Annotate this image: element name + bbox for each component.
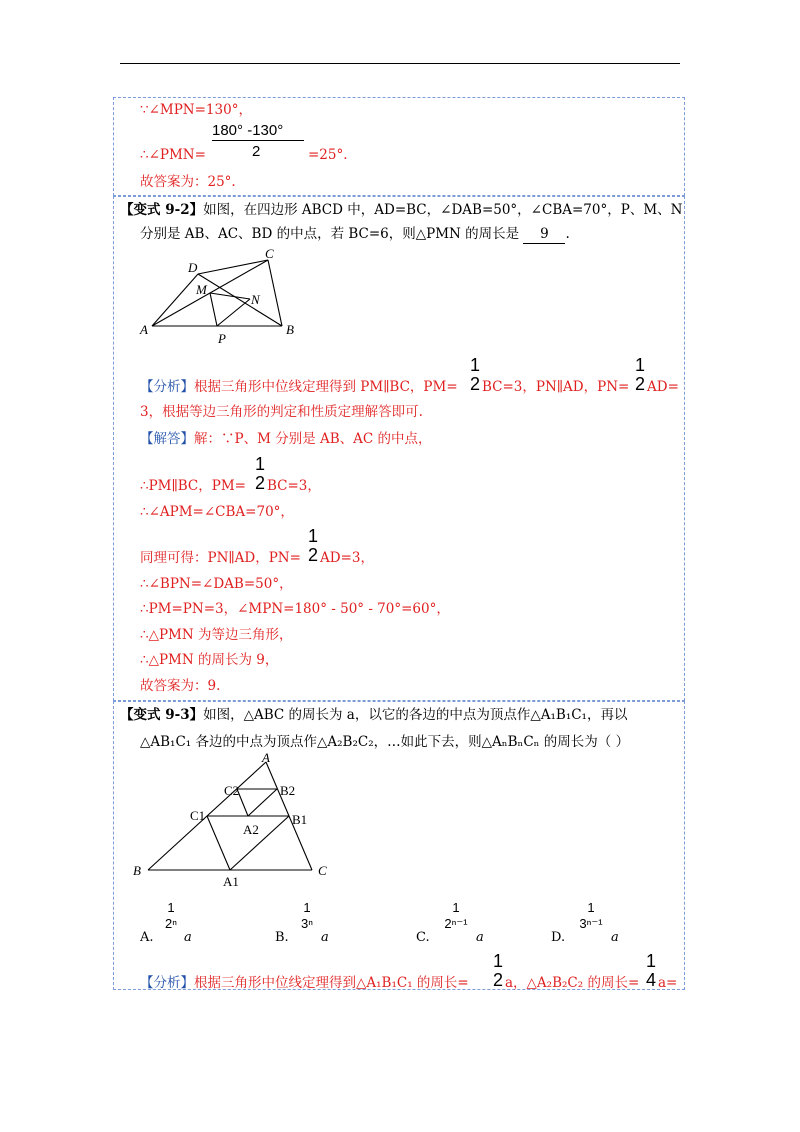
variable: a [611,930,619,945]
option-b-var [321,930,329,945]
text-line: ∵∠MPN=130°， [140,102,252,118]
triangle-figure [130,752,340,888]
analysis-tag: 【分析】 [140,379,194,395]
fraction-denominator: 2 [252,143,261,160]
analysis-text: 根据三角形中位线定理得到△A₁B₁C₁ 的周长= [194,975,469,991]
fraction-numerator: 1 [645,951,656,971]
label-b2: B2 [280,783,296,798]
label-n: N [251,292,260,307]
option-a-fraction [160,900,182,932]
analysis-line [140,378,458,396]
answer-line: 故答案为：25°. [140,174,236,190]
text-line: ∴∠PMN= [140,147,206,163]
option-denominator: 3ⁿ⁻¹ [579,916,603,931]
fraction-denominator: 2 [634,374,645,394]
problem-tag: 【变式 9-3】 [120,707,204,723]
variable: a [321,930,329,945]
question-text: 如图，在四边形 ABCD 中，AD=BC，∠DAB=50°，∠CBA=70°，P、M、N [203,202,683,218]
question-text: 如图，△ABC 的周长为 a，以它的各边的中点为顶点作△A₁B₁C₁，再以 [203,707,628,723]
half-fraction [634,357,646,393]
option-a-var [184,930,192,945]
fraction-numerator: 1 [469,355,480,375]
option-numerator: 1 [587,900,595,915]
question-text: 分别是 AB、AC、BD 的中点，若 BC=6，则△PMN 的周长是 [140,226,520,242]
fraction-numerator: 1 [307,526,318,546]
segment-c1a1 [207,816,230,870]
label-c1: C1 [190,808,206,823]
analysis-text: a= [658,975,678,991]
segment-ad [152,274,198,326]
analysis-text: 根据三角形中位线定理得到 PM∥BC，PM= [194,379,458,395]
half-fraction [469,357,481,393]
fraction-bar [212,140,304,141]
variable: a [476,930,484,945]
label-a: A [262,752,270,765]
segment-dc [198,260,268,274]
segment-db [198,274,282,326]
option-c-label[interactable]: C. [416,930,430,945]
solution-line: ∴△PMN 为等边三角形， [140,627,293,643]
label-b: B [133,863,141,878]
fraction-denominator: 2 [254,473,265,493]
label-c: C [318,863,327,878]
fraction-numerator: 1 [254,454,265,474]
label-a2: A2 [243,822,259,837]
label-a: A [140,322,148,337]
solution-line [140,430,432,448]
option-d-label[interactable]: D. [551,930,566,945]
header-rule [120,63,680,64]
question-line: △AB₁C₁ 各边的中点为顶点作△A₂B₂C₂，…如此下去，则△AₙBₙCₙ 的周长为（ ） [140,734,630,750]
option-denominator: 2ⁿ⁻¹ [444,916,468,931]
analysis-text: BC=3，PN∥AD，PN= [482,379,630,395]
option-d-fraction [573,900,609,932]
label-b: B [286,322,294,337]
solution-tag: 【解答】 [140,431,194,447]
text-line: =25°. [308,147,348,163]
option-c-var [476,930,484,945]
label-m: M [196,282,207,297]
solution-line: ∴∠APM=∠CBA=70°， [140,504,294,520]
analysis-text: AD= [647,379,679,395]
solution-text: AD=3， [320,550,374,566]
label-d: D [188,260,198,275]
fraction-denominator: 2 [492,970,503,990]
segment-pn [217,299,250,326]
option-c-fraction [438,900,474,932]
segment-b2a2 [248,789,277,816]
question-line [120,706,627,724]
label-b1: B1 [292,812,308,827]
segment-cb [268,260,282,326]
fraction-numerator: 180° -130° [212,122,284,139]
option-denominator: 2ⁿ [165,916,177,931]
question-text: . [565,226,570,242]
quadrilateral-figure [130,244,310,346]
option-numerator: 1 [303,900,311,915]
option-numerator: 1 [452,900,460,915]
answer-blank: 9 [523,225,565,244]
option-d-var [611,930,619,945]
option-denominator: 3ⁿ [301,916,313,931]
fraction-denominator: 2 [469,374,480,394]
half-fraction [254,456,266,492]
option-a-label[interactable]: A. [140,930,154,945]
fraction-numerator: 1 [492,951,503,971]
segment-pm [210,293,217,326]
quarter-fraction [645,953,657,989]
analysis-text: a，△A₂B₂C₂ 的周长= [505,975,640,991]
label-c2: C2 [224,783,240,798]
problem-tag: 【变式 9-2】 [120,202,204,218]
fraction-denominator: 4 [645,970,656,990]
solution-line: ∴∠BPN=∠DAB=50°， [140,576,293,592]
option-b-fraction [296,900,318,932]
analysis-line: 3，根据等边三角形的判定和性质定理解答即可. [140,404,423,420]
solution-line: ∴PM∥BC，PM= [140,478,246,494]
solution-line: ∴PM=PN=3，∠MPN=180° - 50° - 70°=60°， [140,601,450,617]
answer-line: 故答案为：9. [140,678,221,694]
half-fraction [492,953,504,989]
question-line [140,225,570,244]
solution-text: BC=3， [267,478,321,494]
label-p: P [218,331,226,346]
fraction-numerator: 1 [634,355,645,375]
half-fraction [307,528,319,564]
label-c: C [265,246,274,261]
analysis-line [140,974,469,992]
solution-text: 解：∵P、M 分别是 AB、AC 的中点， [194,431,432,447]
solution-line: 同理可得：PN∥AD，PN= [140,550,301,566]
option-numerator: 1 [167,900,175,915]
fraction-denominator: 2 [307,545,318,565]
variable: a [184,930,192,945]
label-a1: A1 [223,874,239,888]
analysis-tag: 【分析】 [140,975,194,991]
option-b-label[interactable]: B. [275,930,289,945]
solution-line: ∴△PMN 的周长为 9， [140,652,279,668]
question-line [120,201,682,219]
segment-b1a1 [230,816,289,870]
